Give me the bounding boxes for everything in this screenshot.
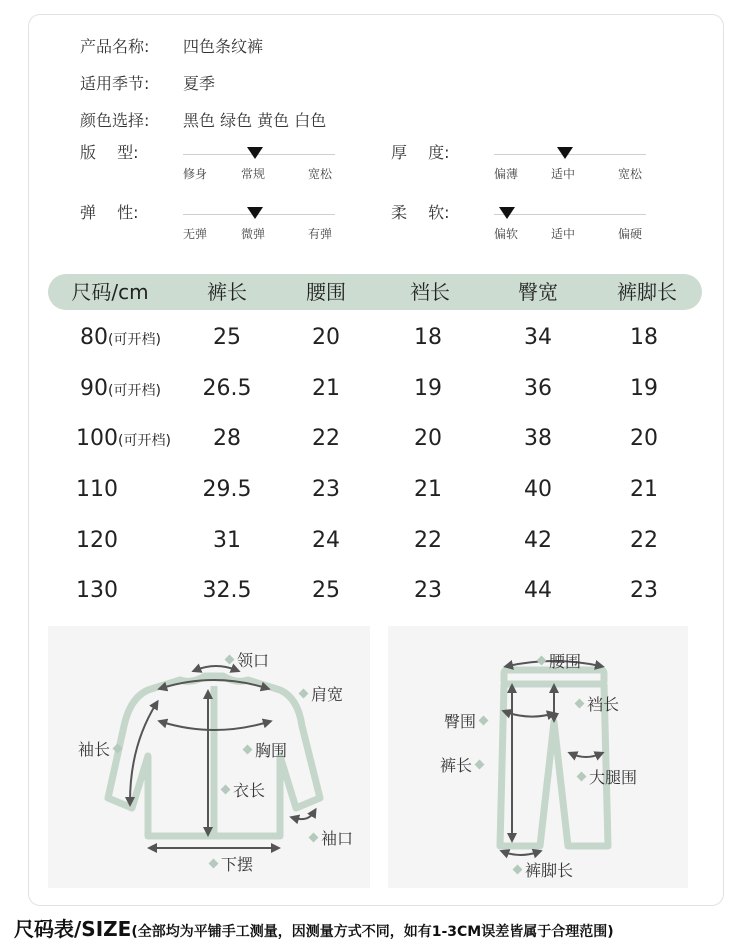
fit-option-3: 宽松 [308,167,333,181]
header-leg-opening: 裤脚长 [617,280,677,304]
chest-label [244,738,287,761]
hip-width-cell: 38 [524,426,552,451]
softness-option-3: 偏硬 [618,227,643,241]
diamond-icon [475,760,485,770]
waist-cell: 20 [312,325,340,350]
leg-opening-cell: 19 [630,376,658,401]
size-cell [80,325,161,350]
diamond-icon [479,716,489,726]
elasticity-scale [80,203,380,246]
hip-label [444,709,487,732]
cuff-label [310,826,353,849]
product-name-row [80,34,263,57]
diamond-icon [243,745,253,755]
diamond-icon [299,689,309,699]
sleeve-label [78,737,121,760]
footer-title: 尺码表/SIZE [14,917,132,941]
elasticity-option-1: 无弹 [183,227,208,241]
size-note: (可开档) [118,433,171,449]
elasticity-option-3: 有弹 [308,227,333,241]
pants-length-cell: 25 [213,325,241,350]
rise-cell: 18 [414,325,442,350]
rise-cell: 21 [414,477,442,502]
hip-width-cell: 36 [524,376,552,401]
diamond-icon [225,655,235,665]
size-cell [80,376,161,401]
pants-length-cell: 32.5 [202,578,252,603]
softness-option-1: 偏软 [494,227,519,241]
cuff-text: 袖口 [321,829,354,848]
thickness-option-1: 偏薄 [494,167,519,181]
sleeve-text: 袖长 [78,740,111,759]
diamond-icon [513,865,523,875]
size-cell [76,528,118,553]
shoulder-text: 肩宽 [311,685,344,704]
waist-cell: 25 [312,578,340,603]
color-row [80,108,326,131]
header-hip-width: 臀宽 [518,280,558,304]
season-label: 适用季节: [80,74,150,93]
table-row [0,477,750,517]
pants-length-label [440,753,483,776]
header-pants-length: 裤长 [207,280,247,304]
diamond-icon [575,699,585,709]
rise-cell: 20 [414,426,442,451]
pants-length-cell: 29.5 [202,477,252,502]
fit-scale [80,143,380,186]
size-value: 130 [76,578,118,603]
table-row [0,376,750,416]
hip-width-cell: 34 [524,325,552,350]
rise-text: 裆长 [587,695,620,714]
leg-opening-cell: 22 [630,528,658,553]
waist-cell: 21 [312,376,340,401]
product-name-value: 四色条纹裤 [183,37,264,56]
rise-label [576,692,619,715]
leg-opening-cell: 20 [630,426,658,451]
softness-indicator-icon [499,207,515,219]
softness-scale [391,203,691,246]
thickness-indicator-icon [557,147,573,159]
leg-opening-text: 裤脚长 [525,861,574,880]
size-cell [76,477,118,502]
leg-opening-cell: 21 [630,477,658,502]
fit-option-1: 修身 [183,167,208,181]
softness-option-2: 适中 [551,227,576,241]
hip-width-cell: 42 [524,528,552,553]
hem-label [210,852,253,875]
thigh-label [578,765,637,788]
pants-length-cell: 31 [213,528,241,553]
thickness-option-2: 适中 [551,167,576,181]
waist-text: 腰围 [549,652,582,671]
hip-text: 臀围 [444,712,477,731]
size-table-header [48,274,702,310]
collar-label [226,648,269,671]
diamond-icon [221,785,231,795]
diamond-icon [309,833,319,843]
header-size: 尺码/cm [71,280,149,304]
elasticity-label: 弹 性: [80,203,139,222]
diamond-icon [209,859,219,869]
season-row [80,71,215,94]
size-value: 100 [76,426,118,451]
thigh-text: 大腿围 [589,768,638,787]
fit-indicator-icon [247,147,263,159]
fit-option-2: 常规 [241,167,266,181]
collar-text: 领口 [237,651,270,670]
waist-cell: 22 [312,426,340,451]
pants-length-cell: 26.5 [202,376,252,401]
thickness-option-3: 宽松 [618,167,643,181]
waist-label [538,649,581,672]
chest-text: 胸围 [255,741,288,760]
diamond-icon [537,656,547,666]
pants-length-cell: 28 [213,426,241,451]
top-outline [108,676,320,836]
hem-text: 下摆 [221,855,254,874]
table-row [0,578,750,618]
size-value: 120 [76,528,118,553]
top-length-text: 衣长 [233,781,266,800]
softness-label: 柔 软: [391,203,450,222]
size-chart-footer [14,913,614,942]
leg-opening-label [514,858,573,881]
season-value: 夏季 [183,74,216,93]
leg-opening-cell: 23 [630,578,658,603]
top-length-label [222,778,265,801]
hip-width-cell: 44 [524,578,552,603]
product-name-label: 产品名称: [80,37,150,56]
color-value: 黑色 绿色 黄色 白色 [183,111,327,130]
size-cell [76,426,171,451]
waist-cell: 23 [312,477,340,502]
elasticity-option-2: 微弹 [241,227,266,241]
elasticity-indicator-icon [247,207,263,219]
leg-opening-cell: 18 [630,325,658,350]
waist-cell: 24 [312,528,340,553]
softness-scale-line [494,214,646,215]
table-row [0,528,750,568]
rise-cell: 19 [414,376,442,401]
shoulder-label [300,682,343,705]
header-waist: 腰围 [306,280,346,304]
footer-note: (全部均为平铺手工测量，因测量方式不同，如有1-3CM误差皆属于合理范围) [131,924,614,940]
rise-cell: 23 [414,578,442,603]
pants-length-text: 裤长 [440,756,473,775]
table-row [0,325,750,365]
diamond-icon [113,744,123,754]
table-row [0,426,750,466]
rise-cell: 22 [414,528,442,553]
hip-width-cell: 40 [524,477,552,502]
header-rise: 裆长 [410,280,450,304]
fit-label: 版 型: [80,143,139,162]
size-value: 80 [80,325,108,350]
diamond-icon [577,772,587,782]
size-cell [76,578,118,603]
size-note: (可开档) [108,383,161,399]
thickness-label: 厚 度: [391,143,450,162]
color-label: 颜色选择: [80,111,150,130]
size-value: 90 [80,376,108,401]
size-value: 110 [76,477,118,502]
thickness-scale [391,143,691,186]
size-note: (可开档) [108,332,161,348]
